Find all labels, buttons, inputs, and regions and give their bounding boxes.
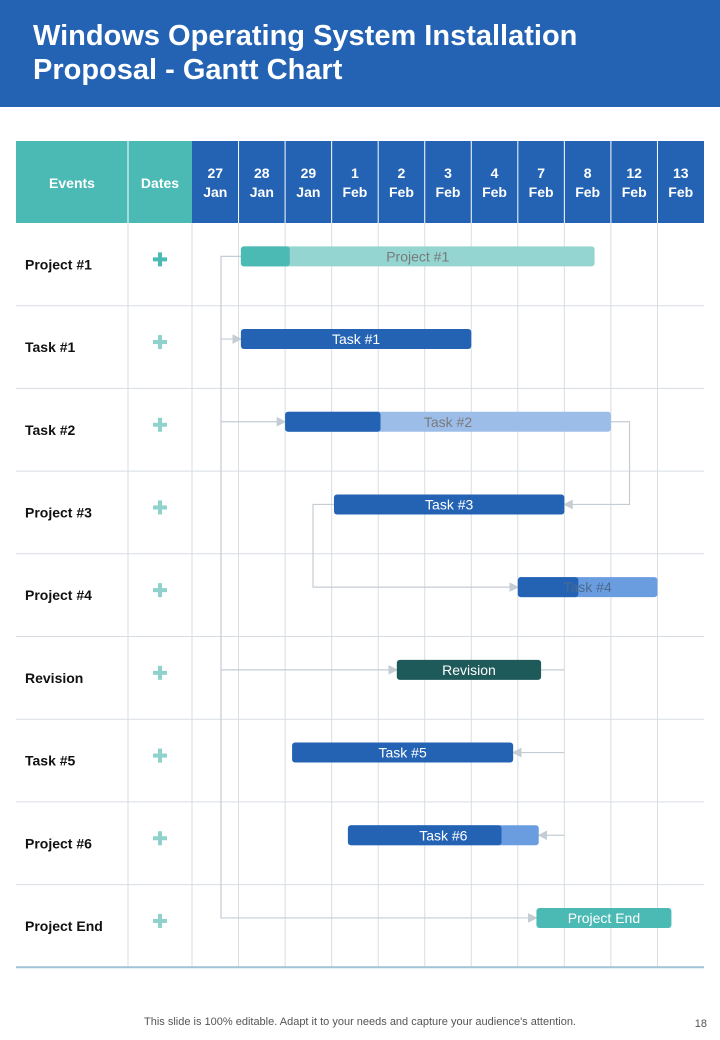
bar-label: Task #6 [419, 827, 468, 844]
event-label: Revision [25, 669, 84, 686]
plus-icon-v [158, 666, 162, 680]
connector-line [564, 422, 629, 505]
gantt-bar[interactable] [292, 743, 513, 763]
plus-icon [153, 500, 167, 514]
gantt-bar[interactable] [285, 412, 611, 432]
event-label: Task #5 [25, 752, 76, 769]
gantt-bar[interactable] [536, 908, 671, 928]
plus-icon-v [158, 252, 162, 266]
event-label: Task #2 [25, 421, 76, 438]
plus-icon-v [158, 418, 162, 432]
bar-label: Task #3 [425, 496, 474, 513]
bar-label: Task #5 [378, 744, 427, 761]
plus-icon-v [158, 583, 162, 597]
date-day-label: 12 [626, 165, 642, 181]
gantt-bar[interactable] [397, 660, 541, 680]
plus-icon-v [158, 500, 162, 514]
bar-label: Task #2 [423, 413, 473, 430]
gantt-bar[interactable] [348, 825, 539, 845]
event-label: Project End [25, 917, 103, 934]
date-month-label: Feb [389, 184, 414, 200]
date-day-label: 8 [583, 165, 592, 181]
gantt-bar[interactable] [241, 246, 595, 266]
bar-label: Project End [567, 909, 641, 926]
connector-line [313, 504, 518, 587]
plus-icon [153, 583, 167, 597]
plus-icon [153, 418, 167, 432]
plus-icon [153, 252, 167, 266]
bar-label: Task #1 [331, 331, 381, 348]
date-day-label: 2 [397, 165, 406, 181]
date-month-label: Jan [249, 184, 274, 200]
date-day-label: 27 [207, 165, 224, 181]
plus-icon [153, 335, 167, 349]
dates-column-header: Dates [140, 175, 180, 191]
event-label: Project #3 [25, 504, 92, 521]
plus-icon-v [158, 335, 162, 349]
bar-label: Project #1 [386, 248, 450, 265]
page-title: Windows Operating System Installation Proposal - Gantt Chart [33, 20, 578, 86]
date-month-label: Feb [435, 184, 461, 200]
footer-note: This slide is 100% editable. Adapt it to your needs and capture your audience's attention. [144, 1016, 576, 1028]
plus-icon-v [158, 831, 162, 845]
date-day-label: 3 [444, 165, 452, 181]
event-label: Project #4 [25, 587, 92, 604]
header-dates-bg [192, 141, 704, 223]
date-month-label: Jan [296, 184, 321, 200]
gantt-bar[interactable] [334, 494, 564, 514]
date-month-label: Feb [668, 184, 694, 200]
event-label: Task #1 [25, 339, 76, 356]
plus-icon [153, 666, 167, 680]
date-day-label: 4 [490, 165, 499, 181]
date-day-label: 28 [254, 165, 270, 181]
bar-label: Revision [442, 661, 496, 678]
date-month-label: Feb [528, 184, 554, 200]
event-label: Project #6 [25, 835, 92, 852]
event-label: Project #1 [25, 256, 92, 273]
events-column-header: Events [49, 175, 95, 191]
plus-icon-v [158, 914, 162, 928]
page-number: 18 [694, 1018, 707, 1030]
date-month-label: Feb [342, 184, 368, 200]
date-month-label: Feb [575, 184, 601, 200]
date-day-label: 29 [300, 165, 317, 181]
plus-icon [153, 831, 167, 845]
date-month-label: Feb [482, 184, 507, 200]
plus-icon [153, 914, 167, 928]
date-month-label: Jan [203, 184, 228, 200]
date-day-label: 13 [672, 165, 689, 181]
bar-progress [285, 412, 380, 432]
gantt-bar[interactable] [518, 577, 658, 597]
date-month-label: Feb [621, 184, 647, 200]
date-day-label: 1 [351, 165, 359, 181]
gantt-bar[interactable] [241, 329, 471, 349]
date-day-label: 7 [537, 165, 545, 181]
bar-progress [241, 246, 290, 266]
bar-label: Task #4 [563, 579, 612, 596]
plus-icon [153, 749, 167, 763]
plus-icon-v [158, 749, 162, 763]
